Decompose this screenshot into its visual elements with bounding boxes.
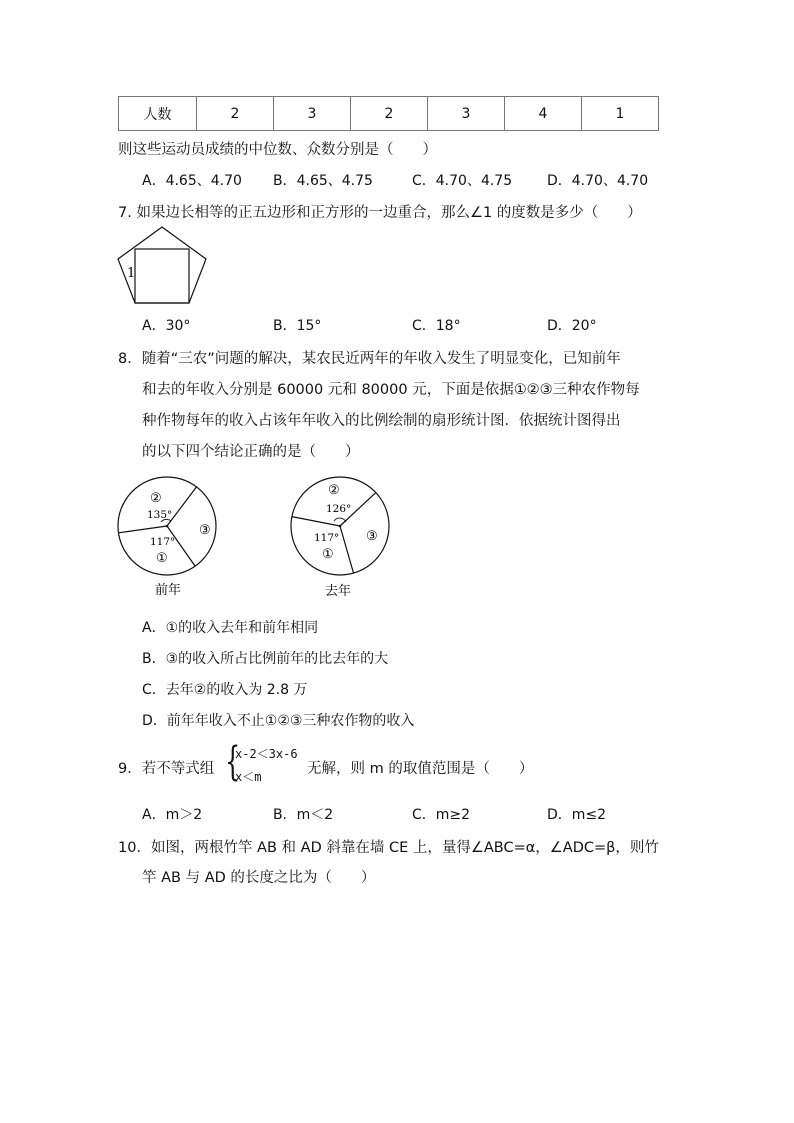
angle-label-bottom: 117° bbox=[150, 536, 176, 548]
pie-center bbox=[339, 525, 342, 528]
square-shape bbox=[135, 249, 189, 303]
pie-slice-boundary bbox=[292, 517, 340, 526]
q7-option-d: D．20° bbox=[547, 318, 597, 334]
pentagon-shape bbox=[118, 227, 206, 303]
angle-1-label: 1 bbox=[127, 266, 136, 281]
pie-caption: 前年 bbox=[155, 583, 182, 598]
q9-option-a: A．m＞2 bbox=[142, 807, 203, 823]
pie-center bbox=[166, 525, 169, 528]
q8-stem-line: 8．随着“三农”问题的解决，某农民近两年的年收入发生了明显变化，已知前年 bbox=[118, 351, 621, 367]
q8-stem-line: 的以下四个结论正确的是（ ） bbox=[142, 444, 360, 460]
inequality-2: x＜m bbox=[235, 770, 262, 784]
q6-option-d: D．4.70、4.70 bbox=[547, 173, 649, 189]
q8-option-b: B．③的收入所占比例前年的比去年的大 bbox=[142, 651, 389, 667]
slice-label-1: ① bbox=[322, 547, 334, 562]
angle-label-top: 135° bbox=[147, 509, 173, 521]
q9-option-b: B．m＜2 bbox=[273, 807, 334, 823]
table-cell: 2 bbox=[351, 97, 428, 131]
table-cell: 3 bbox=[274, 97, 351, 131]
score-table bbox=[118, 96, 659, 131]
table-cell: 2 bbox=[197, 97, 274, 131]
q9-suffix: 无解，则 m 的取值范围是（ ） bbox=[307, 761, 534, 777]
table-cell: 4 bbox=[505, 97, 582, 131]
angle-label-top: 126° bbox=[326, 503, 352, 515]
pie-chart-last-year bbox=[288, 474, 398, 604]
pie-slice-boundary bbox=[118, 526, 167, 533]
q7-option-c: C．18° bbox=[412, 318, 461, 334]
q9-option-c: C．m≥2 bbox=[412, 807, 471, 823]
q10-stem-line: 竿 AB 与 AD 的长度之比为（ ） bbox=[142, 870, 376, 886]
q8-option-a: A．①的收入去年和前年相同 bbox=[142, 620, 319, 636]
table-row-label: 人数 bbox=[119, 97, 197, 131]
angle-label-bottom: 117° bbox=[314, 532, 340, 544]
slice-label-2: ② bbox=[328, 483, 340, 498]
q7-option-b: B．15° bbox=[273, 318, 322, 334]
q7-option-a: A．30° bbox=[142, 318, 191, 334]
slice-label-3: ③ bbox=[199, 523, 211, 538]
q8-stem-line: 和去的年收入分别是 60000 元和 80000 元，下面是依据①②③三种农作物每 bbox=[142, 382, 640, 398]
q6-stem: 则这些运动员成绩的中位数、众数分别是（ ） bbox=[118, 142, 437, 158]
table-row bbox=[119, 97, 659, 131]
q8-stem-line: 种作物每年的收入占该年年收入的比例绘制的扇形统计图．依据统计图得出 bbox=[142, 413, 621, 429]
q7-stem: 7. 如果边长相等的正五边形和正方形的一边重合，那么∠1 的度数是多少（ ） bbox=[118, 205, 642, 221]
q6-option-c: C．4.70、4.75 bbox=[412, 173, 513, 189]
q8-option-d: D．前年年收入不止①②③三种农作物的收入 bbox=[142, 713, 415, 729]
slice-label-3: ③ bbox=[366, 529, 378, 544]
pie-chart-previous-year bbox=[115, 474, 225, 604]
inequality-1: x-2＜3x-6 bbox=[235, 747, 298, 761]
table-cell: 1 bbox=[582, 97, 659, 131]
q9-prefix: 9．若不等式组 bbox=[118, 761, 215, 777]
q6-option-a: A．4.65、4.70 bbox=[142, 173, 242, 189]
slice-label-2: ② bbox=[150, 491, 162, 506]
slice-label-1: ① bbox=[156, 551, 168, 566]
pie-slice-boundary bbox=[340, 526, 354, 573]
q10-stem-line: 10．如图，两根竹竿 AB 和 AD 斜靠在墙 CE 上，量得∠ABC=α，∠ADC=β，则竹 bbox=[118, 840, 659, 856]
table-cell: 3 bbox=[428, 97, 505, 131]
system-brace: { bbox=[225, 739, 241, 785]
pie-caption: 去年 bbox=[325, 584, 352, 599]
q8-option-c: C．去年②的收入为 2.8 万 bbox=[142, 682, 308, 698]
q6-option-b: B．4.65、4.75 bbox=[273, 173, 373, 189]
pentagon-square-figure bbox=[112, 225, 212, 307]
q9-option-d: D．m≤2 bbox=[547, 807, 607, 823]
